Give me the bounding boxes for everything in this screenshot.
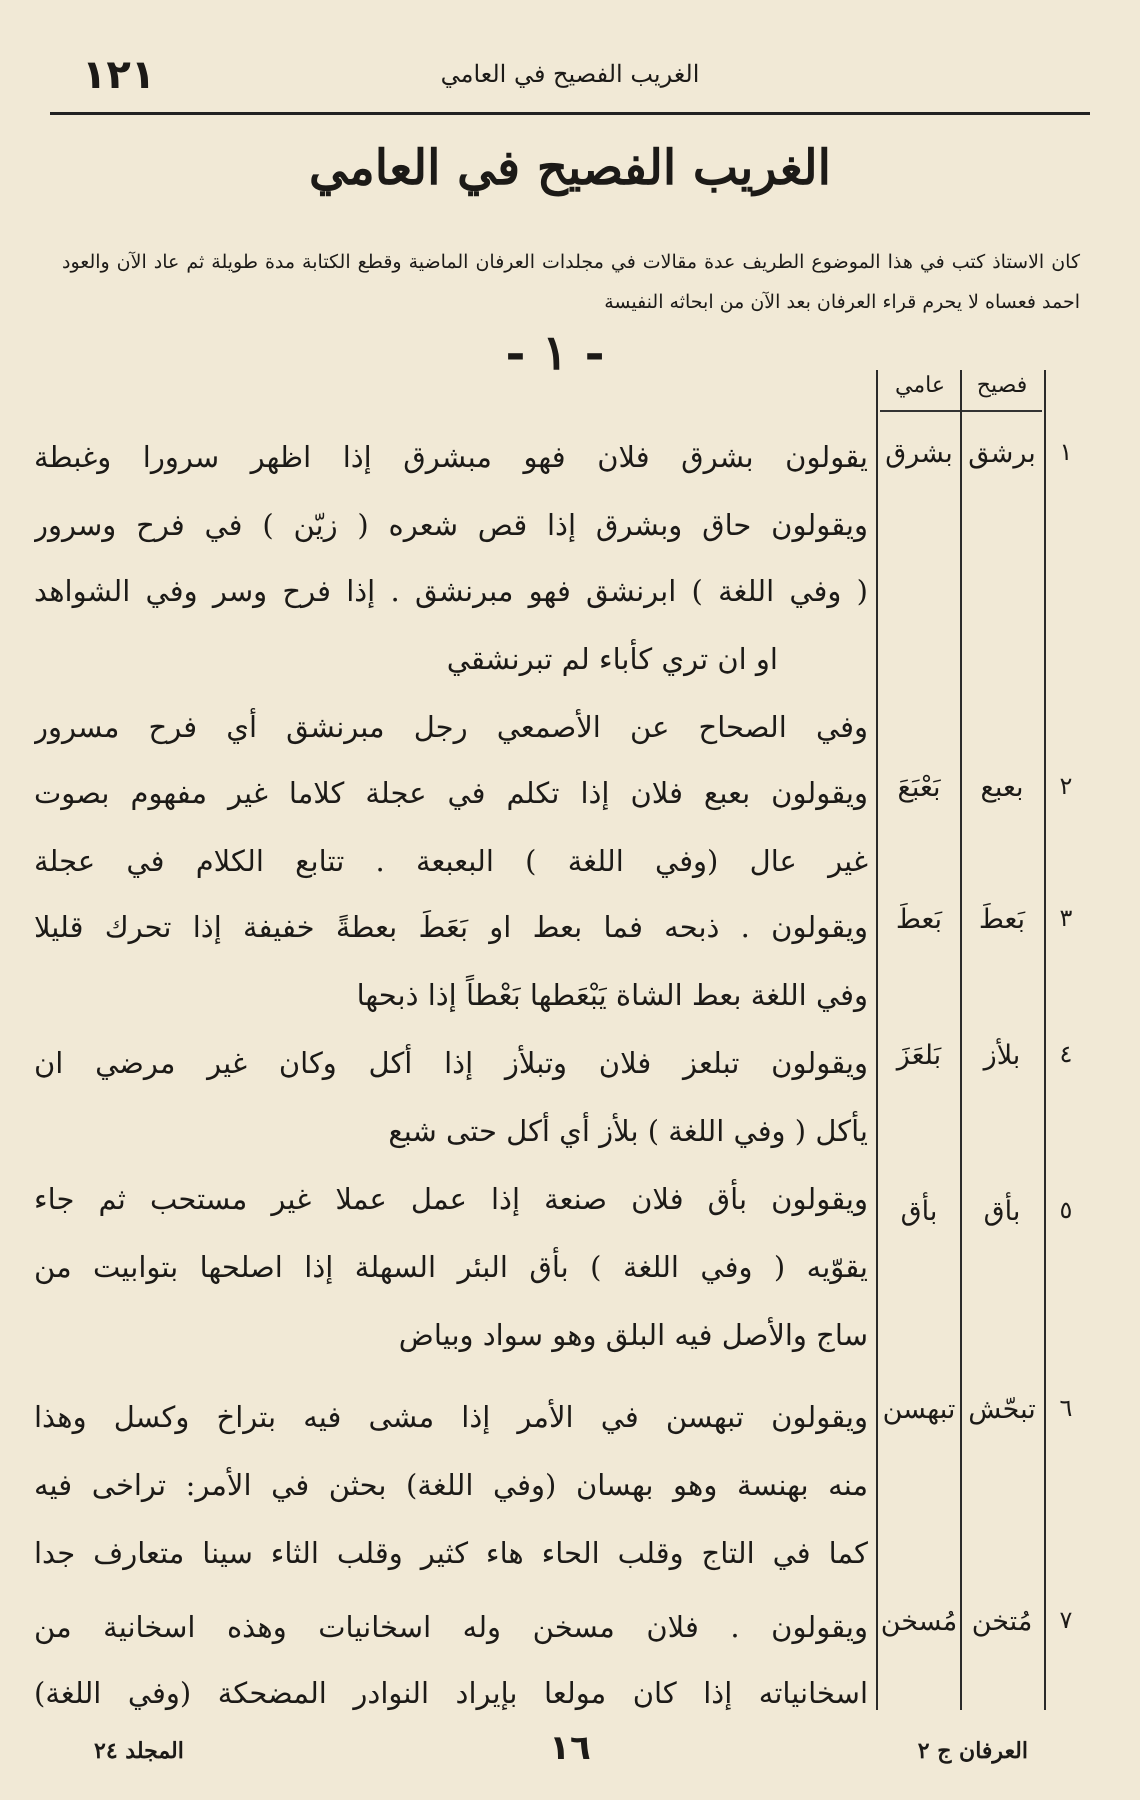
text-line: ويقولون تبهسن في الأمر إذا مشى فيه بتراخ وكسل وهذا <box>34 1400 868 1434</box>
entry-ammi: مُسخن <box>880 1606 958 1637</box>
entry-number: ٤ <box>1059 1040 1073 1068</box>
editor-intro: كان الاستاذ كتب في هذا الموضوع الطريف عدة مقالات في مجلدات العرفان الماضية وقطع الكتابة مدة طويلة ثم عاد الآن والعود احمد فعساه لا يحرم قراء العرفان بعد الآن من ابحاثه النفيسة <box>62 251 1080 313</box>
entry-fasih: برشق <box>968 438 1036 469</box>
entry-ammi: بشرق <box>885 438 953 469</box>
column-header-ammi: عامي <box>880 362 960 412</box>
entry-fasih: بَعطَ <box>978 904 1026 935</box>
text-line: ويقولون تبلعز فلان وتبلأز إذا أكل وكان غير مرضي ان <box>34 1046 868 1080</box>
text-line: يقوّيه ( وفي اللغة ) بأق البئر السهلة إذا اصلحها بتوابيت من <box>34 1250 868 1284</box>
journal-issue: العرفان ج ٢ <box>917 1738 1028 1764</box>
entry-number: ٦ <box>1059 1394 1073 1422</box>
section-number: - ١ - <box>505 325 605 381</box>
text-line: ويقولون بعبع فلان إذا تكلم في عجلة كلاما غير مفهوم بصوت <box>34 776 868 810</box>
text-line: ويقولون . ذبحه فما بعط او بَعَطَ بعطةً خفيفة إذا تحرك قليلا <box>34 910 868 944</box>
entry-ammi: بأق <box>900 1196 938 1227</box>
volume-label: المجلد ٢٤ <box>94 1738 184 1764</box>
text-line: ويقولون بأق فلان صنعة إذا عمل عملا غير مستحب ثم جاء <box>34 1182 868 1216</box>
column-rule-number <box>1044 370 1046 1710</box>
article-title: الغريب الفصيح في العامي <box>309 140 831 196</box>
entry-ammi: بَلعَزَ <box>896 1040 942 1071</box>
text-line: ويقولون حاق وبشرق إذا قص شعره ( زيّن ) في فرح وسرور <box>34 508 868 542</box>
page-number: ١٢١ <box>82 52 156 98</box>
running-title: الغريب الفصيح في العامي <box>440 60 700 88</box>
text-line: كما في التاج وقلب الحاء هاء كثير وقلب الثاء سينا متعارف جدا <box>34 1536 868 1570</box>
entry-fasih: بأق <box>983 1196 1021 1227</box>
entry-ammi: تبهسن <box>882 1394 956 1425</box>
entry-fasih: بعبع <box>980 772 1024 803</box>
entry-number: ١ <box>1059 438 1073 466</box>
entry-number: ٧ <box>1059 1606 1073 1634</box>
entry-number: ٢ <box>1059 772 1073 800</box>
text-line: او ان تري كأباء لم تبرنشقي <box>446 642 778 676</box>
text-line: يقولون بشرق فلان فهو مبشرق إذا اظهر سرورا وغبطة <box>34 440 868 474</box>
text-line: ( وفي اللغة ) ابرنشق فهو مبرنشق . إذا فرح وسر وفي الشواهد <box>34 574 868 608</box>
entry-fasih: بلأز <box>983 1040 1021 1071</box>
column-header-fasih: فصيح <box>962 362 1042 412</box>
text-line: وفي الصحاح عن الأصمعي رجل مبرنشق أي فرح مسرور <box>34 710 868 744</box>
text-line: ساج والأصل فيه البلق وهو سواد وبياض <box>398 1318 868 1352</box>
entry-fasih: تبحّش <box>968 1394 1036 1425</box>
text-line: يأكل ( وفي اللغة ) بلأز أي أكل حتى شبع <box>388 1114 868 1148</box>
text-line: وفي اللغة بعط الشاة يَبْعَطها بَعْطاً إذا ذبحها <box>356 978 868 1012</box>
entry-number: ٥ <box>1059 1196 1073 1224</box>
entry-fasih: مُتخن <box>971 1606 1033 1637</box>
entry-ammi: بَعْبَعَ <box>897 772 941 803</box>
text-line: اسخانياته إذا كان مولعا بإيراد النوادر المضحكة (وفي اللغة) <box>34 1676 868 1710</box>
entry-number: ٣ <box>1059 904 1073 932</box>
printer-signature: ١٦ <box>549 1728 591 1768</box>
text-line: منه بهنسة وهو بهسان (وفي اللغة) بحثن في الأمر: تراخى فيه <box>34 1468 868 1502</box>
text-line: غير عال (وفي اللغة ) البعبعة . تتابع الكلام في عجلة <box>34 844 868 878</box>
running-header <box>50 52 1090 115</box>
text-line: ويقولون . فلان مسخن وله اسخانيات وهذه اسخانية من <box>34 1610 868 1644</box>
entry-ammi: بَعطَ <box>895 904 943 935</box>
